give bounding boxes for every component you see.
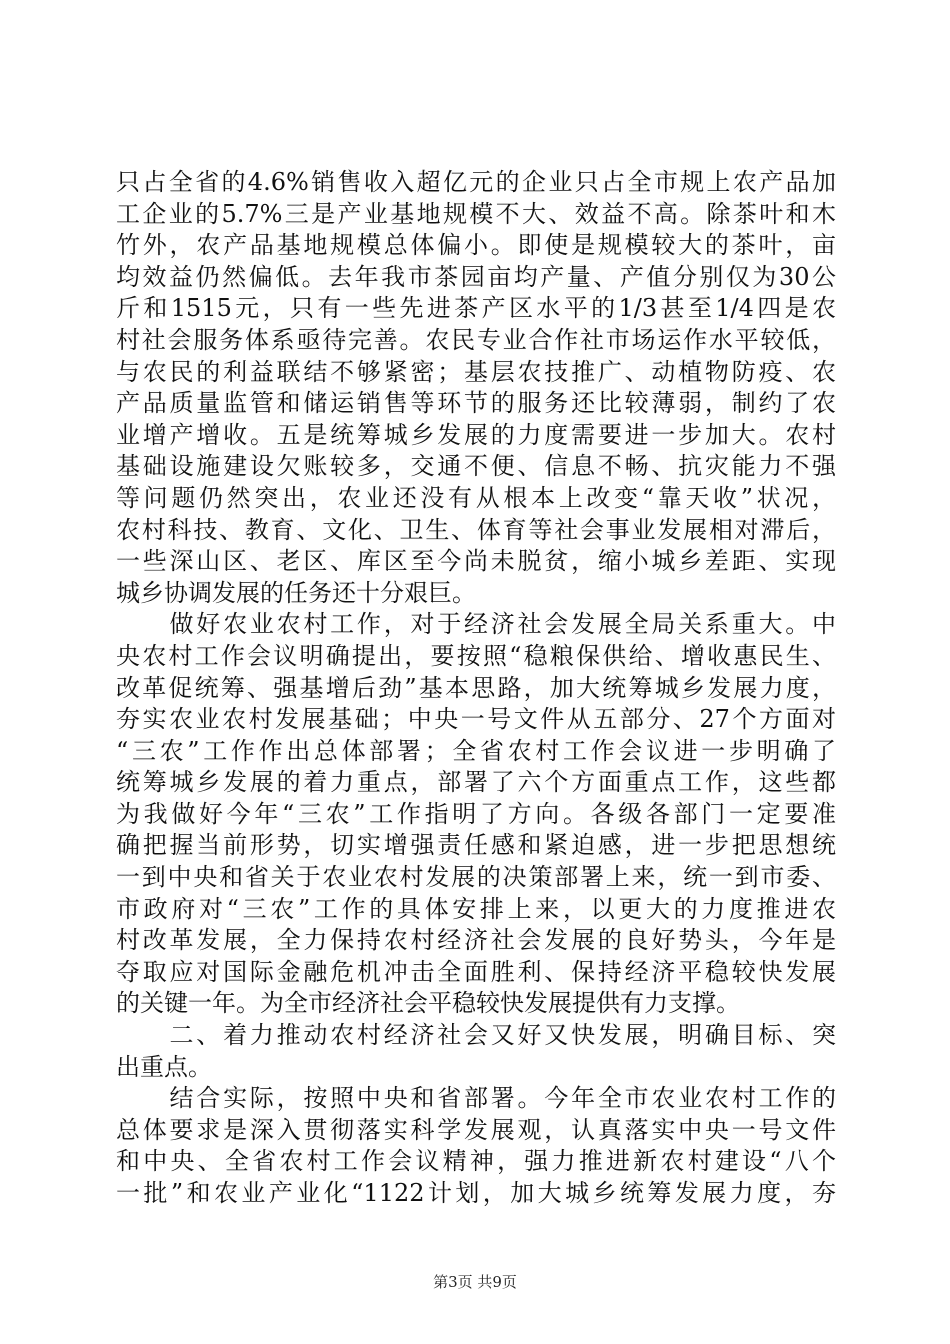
text-line: “三农”工作作出总体部署；全省农村工作会议进一步明确了 xyxy=(116,736,836,765)
text-line: 城乡协调发展的任务还十分艰巨。 xyxy=(116,578,476,607)
text-line: 农村科技、教育、文化、卫生、体育等社会事业发展相对滞后， xyxy=(116,515,836,544)
text-line: 业增产增收。五是统筹城乡发展的力度需要进一步加大。农村 xyxy=(116,420,836,449)
page-footer xyxy=(0,1271,950,1292)
text-line: 一些深山区、老区、库区至今尚未脱贫，缩小城乡差距、实现 xyxy=(116,547,836,576)
text-line: 村改革发展，全力保持农村经济社会发展的良好势头，今年是 xyxy=(116,926,836,955)
text-line: 竹外，农产品基地规模总体偏小。即使是规模较大的茶叶，亩 xyxy=(116,231,836,260)
text-line: 村社会服务体系亟待完善。农民专业合作社市场运作水平较低， xyxy=(116,325,836,354)
text-line: 统筹城乡发展的着力重点，部署了六个方面重点工作，这些都 xyxy=(116,768,836,797)
text-line: 为我做好今年“三农”工作指明了方向。各级各部门一定要准 xyxy=(116,799,836,828)
text-line: 夺取应对国际金融危机冲击全面胜利、保持经济平稳较快发展 xyxy=(116,957,836,986)
text-line: 一批”和农业产业化“1122计划，加大城乡统筹发展力度，夯 xyxy=(116,1179,836,1207)
text-line: 央农村工作会议明确提出，要按照“稳粮保供给、增收惠民生、 xyxy=(116,641,836,670)
page-number-label: 第3页 共9页 xyxy=(433,1273,517,1291)
text-line: 产品质量监管和储运销售等环节的服务还比较薄弱，制约了农 xyxy=(116,389,836,418)
text-line: 总体要求是深入贯彻落实科学发展观，认真落实中央一号文件 xyxy=(116,1115,836,1144)
text-line: 市政府对“三农”工作的具体安排上来，以更大的力度推进农 xyxy=(116,894,836,923)
text-line: 与农民的利益联结不够紧密；基层农技推广、动植物防疫、农 xyxy=(116,357,836,386)
text-line: 确把握当前形势，切实增强责任感和紧迫感，进一步把思想统 xyxy=(116,831,836,860)
text-line: 只占全省的4.6%销售收入超亿元的企业只占全市规上农产品加 xyxy=(116,168,836,196)
text-line: 斤和1515元，只有一些先进茶产区水平的1/3甚至1/4四是农 xyxy=(116,294,836,323)
section-heading-line: 二、着力推动农村经济社会又好又快发展，明确目标、突 xyxy=(116,1021,836,1050)
text-line: 改革促统筹、强基增后劲”基本思路，加大统筹城乡发展力度， xyxy=(116,673,836,702)
text-line: 基础设施建设欠账较多，交通不便、信息不畅、抗灾能力不强 xyxy=(116,452,836,481)
text-line: 一到中央和省关于农业农村发展的决策部署上来，统一到市委、 xyxy=(116,863,836,892)
text-line: 均效益仍然偏低。去年我市茶园亩均产量、产值分别仅为30公 xyxy=(116,262,836,291)
text-line: 工企业的5.7%三是产业基地规模不大、效益不高。除茶叶和木 xyxy=(116,199,836,228)
body-text xyxy=(116,167,836,1210)
text-line: 和中央、全省农村工作会议精神，强力推进新农村建设“八个 xyxy=(116,1147,836,1176)
section-heading-line: 出重点。 xyxy=(116,1052,212,1081)
text-line: 做好农业农村工作，对于经济社会发展全局关系重大。中 xyxy=(116,610,836,639)
text-line: 等问题仍然突出，农业还没有从根本上改变“靠天收”状况， xyxy=(116,483,836,512)
text-line: 的关键一年。为全市经济社会平稳较快发展提供有力支撑。 xyxy=(116,989,740,1018)
text-line: 夯实农业农村发展基础；中央一号文件从五部分、27个方面对 xyxy=(116,705,836,734)
text-line: 结合实际，按照中央和省部署。今年全市农业农村工作的 xyxy=(116,1084,836,1113)
